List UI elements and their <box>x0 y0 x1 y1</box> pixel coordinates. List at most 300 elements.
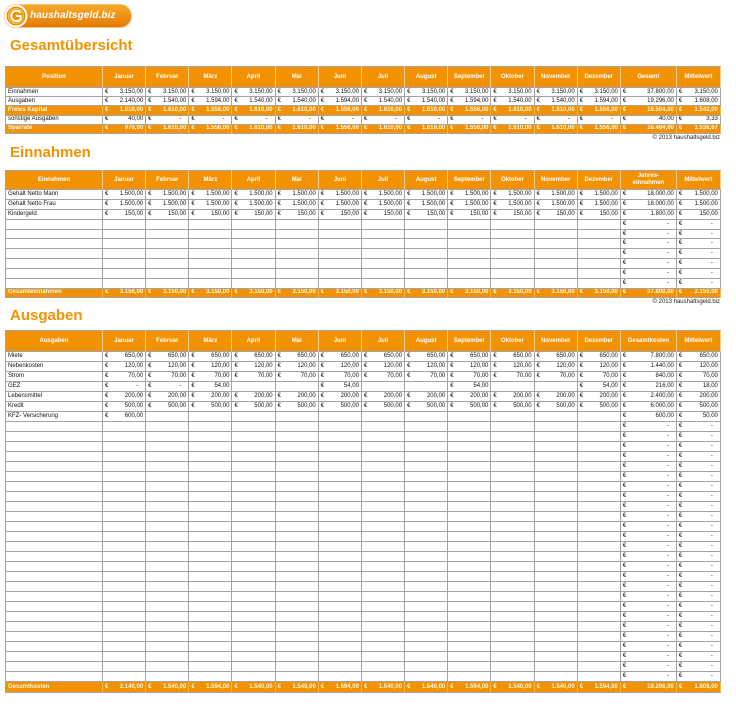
cell-februar[interactable] <box>146 482 189 492</box>
cell-januar[interactable] <box>103 269 146 279</box>
cell-januar[interactable] <box>103 512 146 522</box>
cell-januar[interactable] <box>103 602 146 612</box>
cell-november[interactable] <box>535 532 578 542</box>
cell-januar[interactable] <box>103 412 146 422</box>
cell-august[interactable] <box>405 452 448 462</box>
cell-juli[interactable] <box>362 249 405 259</box>
cell-oktober[interactable] <box>491 269 534 279</box>
cell-juli[interactable] <box>362 472 405 482</box>
cell-dezember[interactable] <box>578 642 621 652</box>
cell-februar[interactable] <box>146 582 189 592</box>
cell-juli[interactable] <box>362 269 405 279</box>
cell-dezember[interactable] <box>578 482 621 492</box>
cell-april[interactable] <box>232 612 275 622</box>
cell-februar[interactable] <box>146 472 189 482</box>
row-label[interactable]: Strom <box>5 372 103 382</box>
cell-maerz[interactable] <box>189 279 232 289</box>
cell-dezember[interactable] <box>578 422 621 432</box>
cell-september[interactable] <box>448 372 491 382</box>
cell-september[interactable] <box>448 269 491 279</box>
cell-april[interactable] <box>232 230 275 240</box>
cell-januar[interactable] <box>103 462 146 472</box>
cell-oktober[interactable] <box>491 582 534 592</box>
cell-juni[interactable] <box>319 552 362 562</box>
cell-oktober[interactable] <box>491 632 534 642</box>
cell-februar[interactable] <box>146 532 189 542</box>
cell-januar[interactable] <box>103 642 146 652</box>
cell-maerz[interactable] <box>189 562 232 572</box>
cell-februar[interactable] <box>146 672 189 682</box>
cell-april[interactable] <box>232 422 275 432</box>
cell-april[interactable] <box>232 542 275 552</box>
cell-mai[interactable] <box>276 200 319 210</box>
cell-februar[interactable] <box>146 462 189 472</box>
cell-maerz[interactable] <box>189 542 232 552</box>
cell-august[interactable] <box>405 442 448 452</box>
cell-mai[interactable] <box>276 672 319 682</box>
row-label[interactable] <box>5 662 103 672</box>
cell-dezember[interactable] <box>578 552 621 562</box>
cell-oktober[interactable] <box>491 592 534 602</box>
cell-juni[interactable] <box>319 652 362 662</box>
cell-oktober[interactable] <box>491 652 534 662</box>
cell-september[interactable] <box>448 190 491 200</box>
cell-november[interactable] <box>535 239 578 249</box>
cell-september[interactable] <box>448 492 491 502</box>
cell-mai[interactable] <box>276 532 319 542</box>
cell-februar[interactable] <box>146 632 189 642</box>
cell-november[interactable] <box>535 612 578 622</box>
cell-oktober[interactable] <box>491 642 534 652</box>
cell-april[interactable] <box>232 352 275 362</box>
cell-juli[interactable] <box>362 532 405 542</box>
cell-maerz[interactable] <box>189 632 232 642</box>
cell-januar[interactable] <box>103 210 146 220</box>
cell-juni[interactable] <box>319 502 362 512</box>
cell-dezember[interactable] <box>578 412 621 422</box>
cell-september[interactable] <box>448 642 491 652</box>
row-label[interactable] <box>5 492 103 502</box>
cell-september[interactable] <box>448 452 491 462</box>
cell-februar[interactable] <box>146 230 189 240</box>
cell-dezember[interactable] <box>578 512 621 522</box>
cell-maerz[interactable] <box>189 200 232 210</box>
cell-januar[interactable] <box>103 372 146 382</box>
cell-november[interactable] <box>535 512 578 522</box>
cell-maerz[interactable] <box>189 412 232 422</box>
cell-oktober[interactable] <box>491 472 534 482</box>
cell-september[interactable] <box>448 230 491 240</box>
cell-juni[interactable] <box>319 592 362 602</box>
cell-september[interactable] <box>448 279 491 289</box>
cell-oktober[interactable] <box>491 502 534 512</box>
cell-august[interactable] <box>405 352 448 362</box>
cell-januar[interactable] <box>103 230 146 240</box>
row-label[interactable] <box>5 279 103 289</box>
cell-november[interactable] <box>535 259 578 269</box>
cell-september[interactable] <box>448 402 491 412</box>
cell-dezember[interactable] <box>578 672 621 682</box>
cell-maerz[interactable] <box>189 372 232 382</box>
cell-november[interactable] <box>535 269 578 279</box>
cell-januar[interactable] <box>103 452 146 462</box>
cell-januar[interactable] <box>103 392 146 402</box>
cell-februar[interactable] <box>146 522 189 532</box>
row-label[interactable] <box>5 562 103 572</box>
cell-maerz[interactable] <box>189 552 232 562</box>
cell-juli[interactable] <box>362 452 405 462</box>
cell-juli[interactable] <box>362 492 405 502</box>
cell-april[interactable] <box>232 269 275 279</box>
cell-januar[interactable] <box>103 562 146 572</box>
cell-januar[interactable] <box>103 582 146 592</box>
cell-mai[interactable] <box>276 382 319 392</box>
cell-maerz[interactable] <box>189 582 232 592</box>
cell-september[interactable] <box>448 672 491 682</box>
cell-november[interactable] <box>535 230 578 240</box>
cell-mai[interactable] <box>276 472 319 482</box>
cell-mai[interactable] <box>276 210 319 220</box>
cell-juli[interactable] <box>362 602 405 612</box>
cell-dezember[interactable] <box>578 239 621 249</box>
cell-august[interactable] <box>405 362 448 372</box>
cell-januar[interactable] <box>103 632 146 642</box>
cell-februar[interactable] <box>146 592 189 602</box>
cell-dezember[interactable] <box>578 562 621 572</box>
cell-september[interactable] <box>448 462 491 472</box>
cell-juni[interactable] <box>319 190 362 200</box>
cell-april[interactable] <box>232 662 275 672</box>
cell-februar[interactable] <box>146 662 189 672</box>
cell-september[interactable] <box>448 382 491 392</box>
cell-juli[interactable] <box>362 442 405 452</box>
row-label[interactable] <box>5 462 103 472</box>
cell-november[interactable] <box>535 662 578 672</box>
row-label[interactable] <box>5 269 103 279</box>
cell-mai[interactable] <box>276 622 319 632</box>
cell-september[interactable] <box>448 582 491 592</box>
cell-februar[interactable] <box>146 210 189 220</box>
cell-april[interactable] <box>232 512 275 522</box>
row-label[interactable]: Kredit <box>5 402 103 412</box>
cell-april[interactable] <box>232 492 275 502</box>
cell-dezember[interactable] <box>578 200 621 210</box>
cell-august[interactable] <box>405 432 448 442</box>
cell-oktober[interactable] <box>491 442 534 452</box>
cell-januar[interactable] <box>103 432 146 442</box>
cell-juli[interactable] <box>362 239 405 249</box>
cell-dezember[interactable] <box>578 662 621 672</box>
cell-april[interactable] <box>232 210 275 220</box>
cell-april[interactable] <box>232 462 275 472</box>
cell-oktober[interactable] <box>491 190 534 200</box>
cell-februar[interactable] <box>146 492 189 502</box>
cell-oktober[interactable] <box>491 492 534 502</box>
cell-juni[interactable] <box>319 259 362 269</box>
row-label[interactable] <box>5 642 103 652</box>
cell-juni[interactable] <box>319 512 362 522</box>
cell-februar[interactable] <box>146 402 189 412</box>
cell-februar[interactable] <box>146 259 189 269</box>
cell-juni[interactable] <box>319 442 362 452</box>
row-label[interactable] <box>5 239 103 249</box>
cell-juni[interactable] <box>319 482 362 492</box>
cell-juli[interactable] <box>362 582 405 592</box>
cell-januar[interactable] <box>103 552 146 562</box>
cell-januar[interactable] <box>103 652 146 662</box>
cell-januar[interactable] <box>103 402 146 412</box>
cell-november[interactable] <box>535 582 578 592</box>
cell-juli[interactable] <box>362 279 405 289</box>
cell-mai[interactable] <box>276 492 319 502</box>
row-label[interactable]: Lebensmittel <box>5 392 103 402</box>
cell-maerz[interactable] <box>189 452 232 462</box>
cell-november[interactable] <box>535 220 578 230</box>
cell-august[interactable] <box>405 239 448 249</box>
row-label[interactable] <box>5 622 103 632</box>
cell-august[interactable] <box>405 279 448 289</box>
cell-august[interactable] <box>405 269 448 279</box>
cell-august[interactable] <box>405 502 448 512</box>
cell-april[interactable] <box>232 190 275 200</box>
row-label[interactable] <box>5 532 103 542</box>
cell-september[interactable] <box>448 432 491 442</box>
cell-oktober[interactable] <box>491 432 534 442</box>
cell-februar[interactable] <box>146 269 189 279</box>
cell-dezember[interactable] <box>578 582 621 592</box>
cell-februar[interactable] <box>146 572 189 582</box>
cell-august[interactable] <box>405 402 448 412</box>
cell-juni[interactable] <box>319 382 362 392</box>
cell-juli[interactable] <box>362 512 405 522</box>
cell-maerz[interactable] <box>189 259 232 269</box>
cell-september[interactable] <box>448 532 491 542</box>
cell-april[interactable] <box>232 432 275 442</box>
cell-juli[interactable] <box>362 372 405 382</box>
cell-mai[interactable] <box>276 432 319 442</box>
cell-oktober[interactable] <box>491 352 534 362</box>
cell-februar[interactable] <box>146 392 189 402</box>
cell-maerz[interactable] <box>189 602 232 612</box>
cell-mai[interactable] <box>276 259 319 269</box>
cell-november[interactable] <box>535 472 578 482</box>
cell-juni[interactable] <box>319 562 362 572</box>
cell-juli[interactable] <box>362 382 405 392</box>
cell-februar[interactable] <box>146 372 189 382</box>
cell-april[interactable] <box>232 220 275 230</box>
cell-august[interactable] <box>405 412 448 422</box>
cell-april[interactable] <box>232 412 275 422</box>
cell-februar[interactable] <box>146 200 189 210</box>
cell-januar[interactable] <box>103 352 146 362</box>
cell-juni[interactable] <box>319 462 362 472</box>
cell-september[interactable] <box>448 392 491 402</box>
cell-januar[interactable] <box>103 442 146 452</box>
cell-juli[interactable] <box>362 230 405 240</box>
cell-maerz[interactable] <box>189 462 232 472</box>
cell-maerz[interactable] <box>189 210 232 220</box>
cell-juli[interactable] <box>362 622 405 632</box>
cell-januar[interactable] <box>103 502 146 512</box>
cell-februar[interactable] <box>146 249 189 259</box>
row-label[interactable] <box>5 672 103 682</box>
cell-november[interactable] <box>535 552 578 562</box>
cell-februar[interactable] <box>146 642 189 652</box>
cell-juli[interactable] <box>362 432 405 442</box>
cell-mai[interactable] <box>276 279 319 289</box>
cell-dezember[interactable] <box>578 220 621 230</box>
cell-mai[interactable] <box>276 642 319 652</box>
cell-september[interactable] <box>448 512 491 522</box>
cell-dezember[interactable] <box>578 532 621 542</box>
cell-oktober[interactable] <box>491 392 534 402</box>
cell-januar[interactable] <box>103 190 146 200</box>
cell-september[interactable] <box>448 259 491 269</box>
cell-april[interactable] <box>232 672 275 682</box>
cell-juni[interactable] <box>319 412 362 422</box>
cell-maerz[interactable] <box>189 442 232 452</box>
cell-juli[interactable] <box>362 200 405 210</box>
cell-september[interactable] <box>448 210 491 220</box>
cell-april[interactable] <box>232 402 275 412</box>
cell-november[interactable] <box>535 672 578 682</box>
row-label[interactable] <box>5 442 103 452</box>
cell-dezember[interactable] <box>578 452 621 462</box>
cell-februar[interactable] <box>146 362 189 372</box>
cell-august[interactable] <box>405 220 448 230</box>
cell-oktober[interactable] <box>491 512 534 522</box>
cell-september[interactable] <box>448 200 491 210</box>
cell-april[interactable] <box>232 582 275 592</box>
row-label[interactable]: Miete <box>5 352 103 362</box>
cell-august[interactable] <box>405 552 448 562</box>
cell-maerz[interactable] <box>189 532 232 542</box>
cell-januar[interactable] <box>103 532 146 542</box>
cell-november[interactable] <box>535 412 578 422</box>
cell-maerz[interactable] <box>189 362 232 372</box>
cell-oktober[interactable] <box>491 572 534 582</box>
cell-juli[interactable] <box>362 482 405 492</box>
cell-august[interactable] <box>405 592 448 602</box>
cell-mai[interactable] <box>276 362 319 372</box>
cell-juni[interactable] <box>319 522 362 532</box>
cell-mai[interactable] <box>276 220 319 230</box>
cell-dezember[interactable] <box>578 462 621 472</box>
cell-februar[interactable] <box>146 552 189 562</box>
cell-oktober[interactable] <box>491 482 534 492</box>
cell-oktober[interactable] <box>491 662 534 672</box>
cell-dezember[interactable] <box>578 382 621 392</box>
cell-november[interactable] <box>535 190 578 200</box>
cell-februar[interactable] <box>146 502 189 512</box>
cell-november[interactable] <box>535 442 578 452</box>
cell-august[interactable] <box>405 462 448 472</box>
cell-september[interactable] <box>448 542 491 552</box>
cell-maerz[interactable] <box>189 422 232 432</box>
cell-maerz[interactable] <box>189 352 232 362</box>
cell-april[interactable] <box>232 279 275 289</box>
cell-mai[interactable] <box>276 482 319 492</box>
cell-august[interactable] <box>405 210 448 220</box>
cell-dezember[interactable] <box>578 602 621 612</box>
cell-juli[interactable] <box>362 642 405 652</box>
cell-november[interactable] <box>535 372 578 382</box>
cell-september[interactable] <box>448 482 491 492</box>
cell-dezember[interactable] <box>578 352 621 362</box>
cell-oktober[interactable] <box>491 279 534 289</box>
cell-august[interactable] <box>405 632 448 642</box>
cell-september[interactable] <box>448 220 491 230</box>
cell-mai[interactable] <box>276 230 319 240</box>
cell-september[interactable] <box>448 622 491 632</box>
cell-april[interactable] <box>232 382 275 392</box>
cell-maerz[interactable] <box>189 502 232 512</box>
cell-september[interactable] <box>448 662 491 672</box>
cell-dezember[interactable] <box>578 572 621 582</box>
cell-maerz[interactable] <box>189 662 232 672</box>
row-label[interactable] <box>5 572 103 582</box>
cell-november[interactable] <box>535 652 578 662</box>
cell-februar[interactable] <box>146 352 189 362</box>
row-label[interactable]: KFZ- Versicherung <box>5 412 103 422</box>
cell-november[interactable] <box>535 482 578 492</box>
cell-juli[interactable] <box>362 502 405 512</box>
cell-april[interactable] <box>232 632 275 642</box>
cell-oktober[interactable] <box>491 612 534 622</box>
cell-september[interactable] <box>448 352 491 362</box>
cell-november[interactable] <box>535 279 578 289</box>
cell-juni[interactable] <box>319 532 362 542</box>
cell-juli[interactable] <box>362 652 405 662</box>
cell-september[interactable] <box>448 572 491 582</box>
row-label[interactable]: Kindergeld <box>5 210 103 220</box>
cell-oktober[interactable] <box>491 622 534 632</box>
cell-januar[interactable] <box>103 592 146 602</box>
cell-maerz[interactable] <box>189 249 232 259</box>
cell-august[interactable] <box>405 492 448 502</box>
row-label[interactable] <box>5 220 103 230</box>
cell-februar[interactable] <box>146 652 189 662</box>
cell-dezember[interactable] <box>578 492 621 502</box>
cell-september[interactable] <box>448 442 491 452</box>
cell-juni[interactable] <box>319 200 362 210</box>
cell-mai[interactable] <box>276 392 319 402</box>
cell-januar[interactable] <box>103 542 146 552</box>
cell-november[interactable] <box>535 602 578 612</box>
cell-maerz[interactable] <box>189 220 232 230</box>
cell-juni[interactable] <box>319 472 362 482</box>
cell-april[interactable] <box>232 602 275 612</box>
cell-januar[interactable] <box>103 622 146 632</box>
cell-april[interactable] <box>232 532 275 542</box>
cell-mai[interactable] <box>276 352 319 362</box>
cell-september[interactable] <box>448 612 491 622</box>
cell-dezember[interactable] <box>578 402 621 412</box>
cell-maerz[interactable] <box>189 592 232 602</box>
row-label[interactable] <box>5 259 103 269</box>
cell-november[interactable] <box>535 572 578 582</box>
cell-august[interactable] <box>405 602 448 612</box>
cell-januar[interactable] <box>103 279 146 289</box>
cell-januar[interactable] <box>103 362 146 372</box>
cell-oktober[interactable] <box>491 602 534 612</box>
cell-august[interactable] <box>405 372 448 382</box>
cell-maerz[interactable] <box>189 522 232 532</box>
cell-august[interactable] <box>405 422 448 432</box>
cell-september[interactable] <box>448 602 491 612</box>
cell-august[interactable] <box>405 259 448 269</box>
row-label[interactable]: Gehalt Netto Frau <box>5 200 103 210</box>
